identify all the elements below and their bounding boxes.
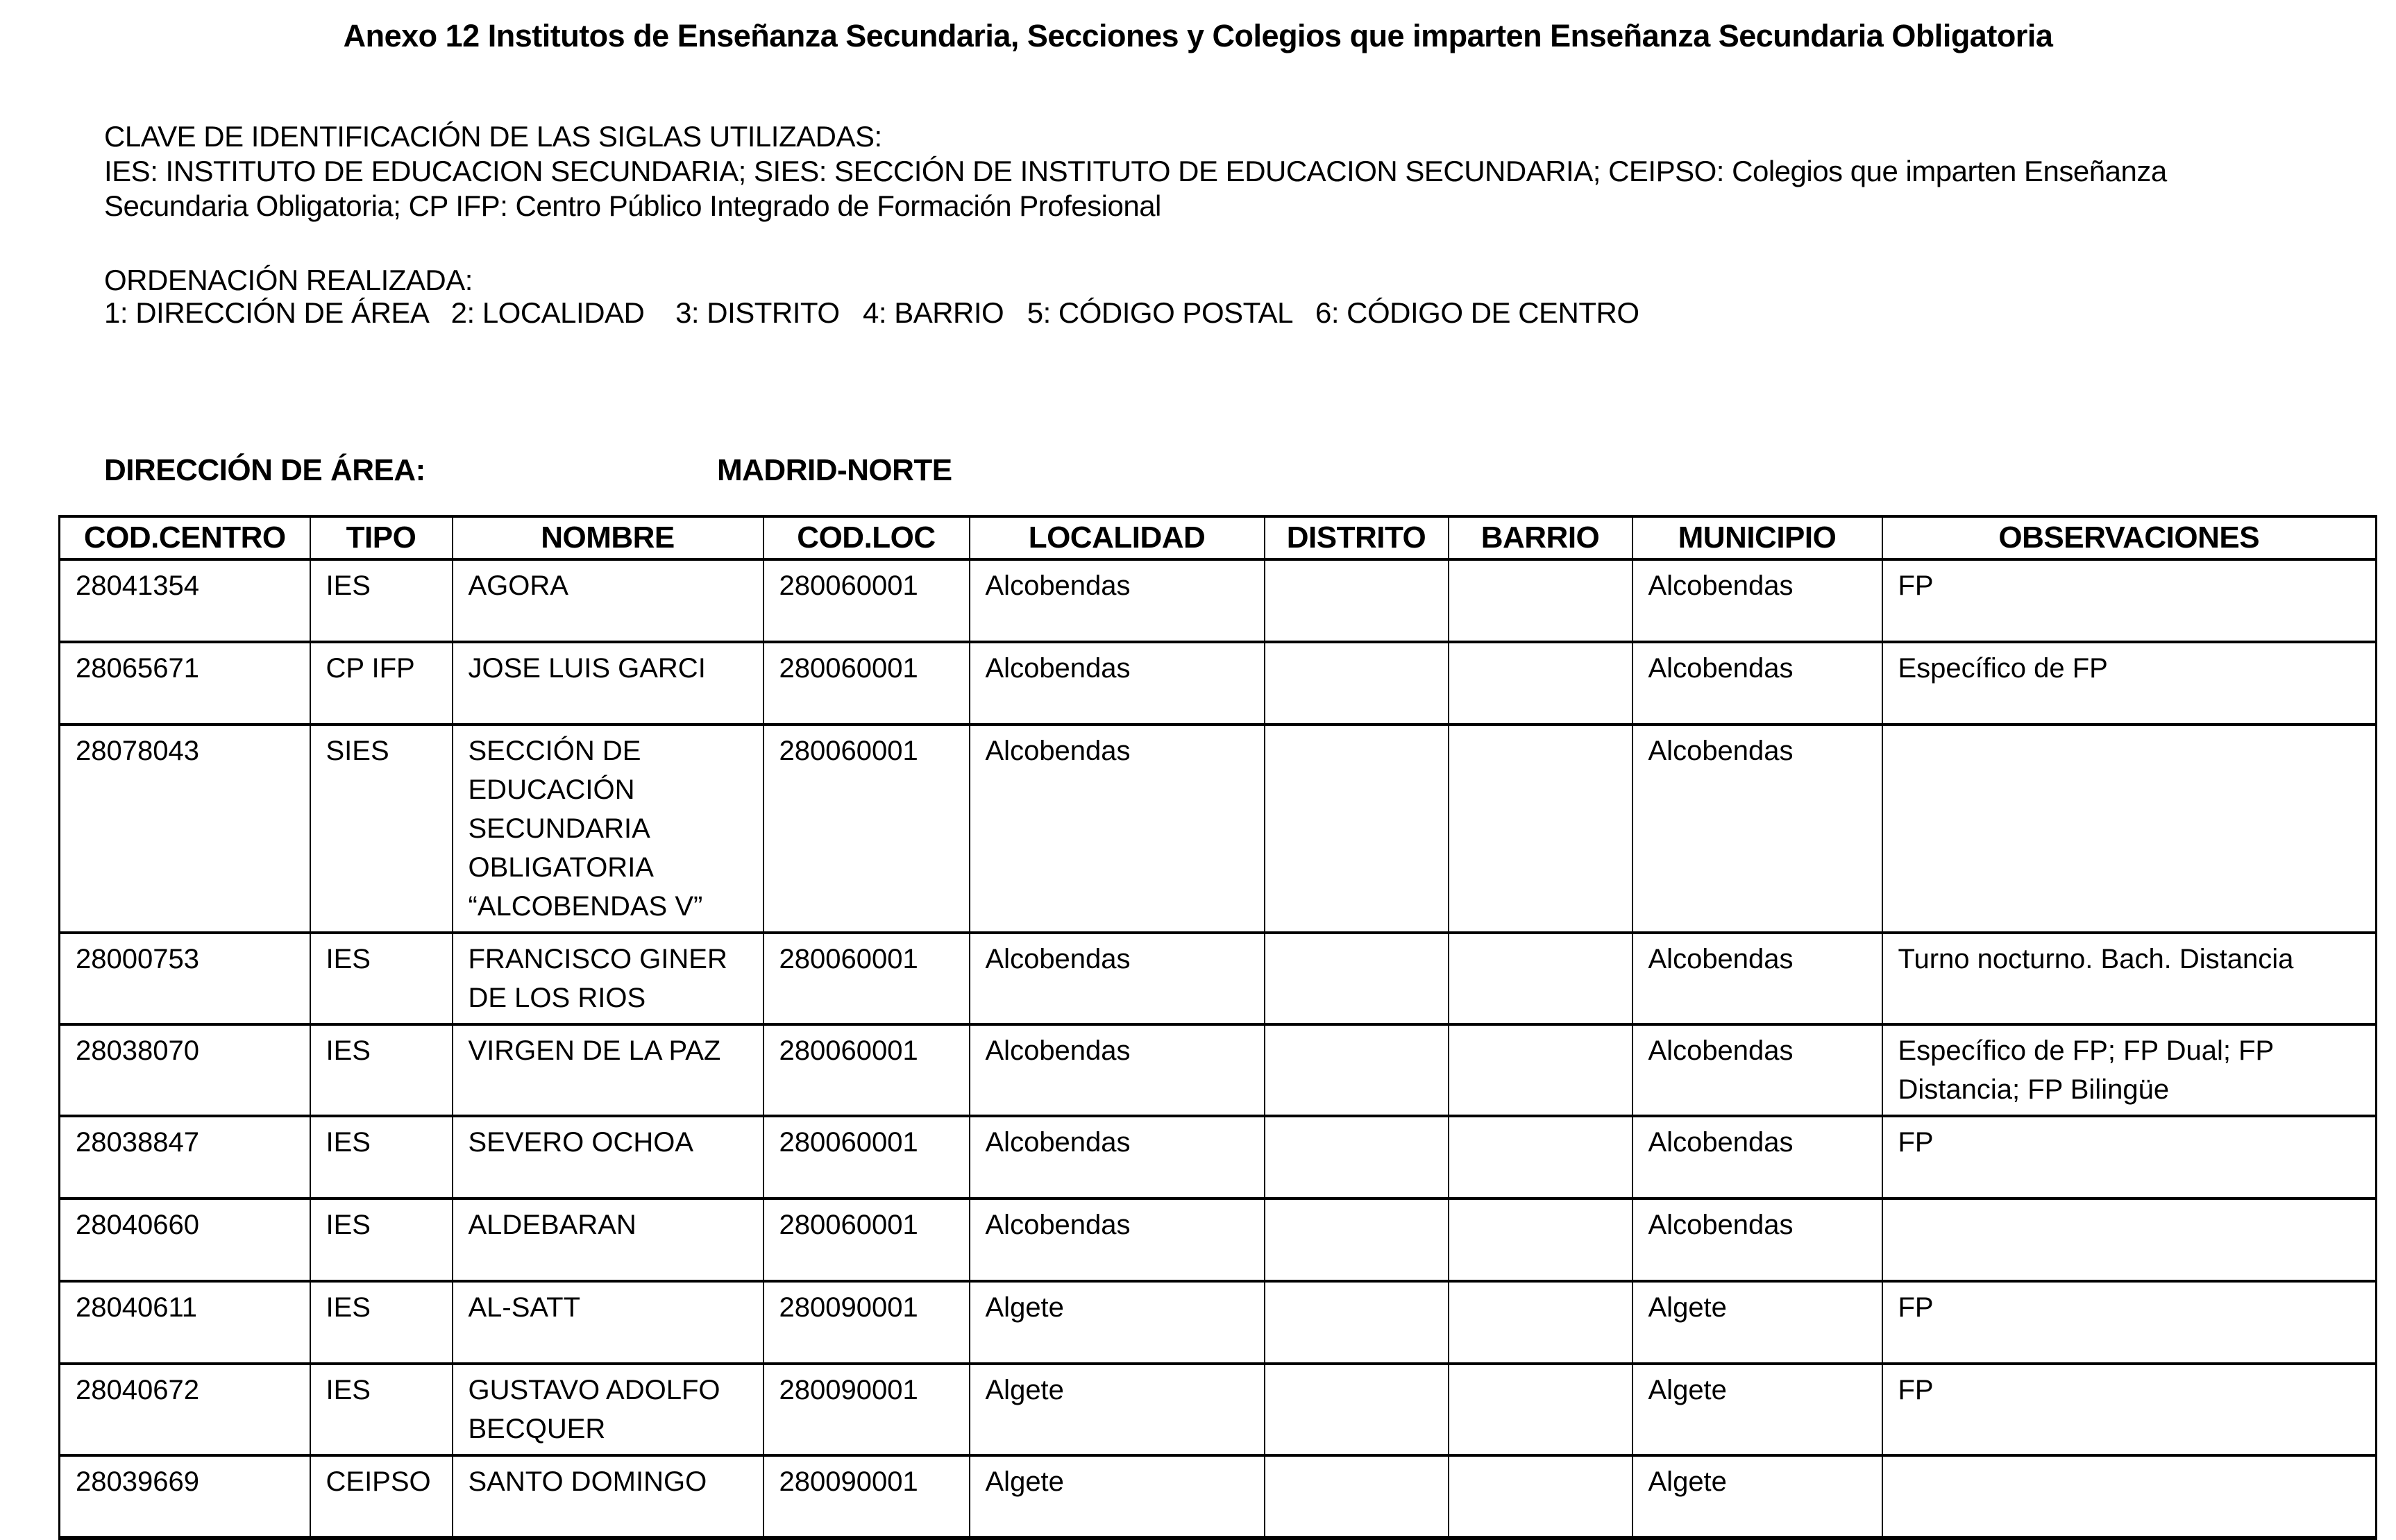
table-cell-municipio: Alcobendas [1633, 642, 1882, 725]
table-cell-cod-centro: 28040611 [60, 1281, 310, 1364]
document-page [0, 17, 2396, 1540]
table-cell-nombre: SEVERO OCHOA [453, 1116, 763, 1199]
table-cell-nombre: SECCIÓN DE EDUCACIÓN SECUNDARIA OBLIGATORIA “ALCOBENDAS V” [453, 725, 763, 933]
table-cell-distrito [1265, 1116, 1449, 1199]
area-label: DIRECCIÓN DE ÁREA: [104, 453, 425, 487]
table-cell-cod-loc: 280060001 [763, 559, 970, 642]
abbreviation-key-line-3: Secundaria Obligatoria; CP IFP: Centro Público Integrado de Formación Profesional [104, 189, 1161, 222]
table-cell-observaciones: FP [1882, 559, 2377, 642]
table-cell-barrio [1449, 933, 1633, 1024]
table-row [60, 725, 2377, 933]
column-header-tipo: TIPO [310, 516, 453, 559]
table-cell-distrito [1265, 933, 1449, 1024]
table-cell-tipo: IES [310, 1199, 453, 1281]
table-row [60, 933, 2377, 1024]
table-cell-barrio [1449, 725, 1633, 933]
table-cell-localidad: Algete [970, 1364, 1265, 1455]
table-cell-tipo: IES [310, 1364, 453, 1455]
table-cell-barrio [1449, 1024, 1633, 1116]
column-header-barrio: BARRIO [1449, 516, 1633, 559]
table-cell-localidad: Alcobendas [970, 933, 1265, 1024]
table-cell-distrito [1265, 559, 1449, 642]
area-value: MADRID-NORTE [717, 453, 952, 487]
column-header-localidad: LOCALIDAD [970, 516, 1265, 559]
table-cell-distrito [1265, 1364, 1449, 1455]
table-cell-barrio [1449, 1455, 1633, 1538]
table-row [60, 1116, 2377, 1199]
table-cell-observaciones: FP [1882, 1116, 2377, 1199]
table-cell-cod-centro: 28078043 [60, 725, 310, 933]
table-cell-municipio: Alcobendas [1633, 1199, 1882, 1281]
table-cell-localidad: Alcobendas [970, 1199, 1265, 1281]
table-cell-nombre: GUSTAVO ADOLFO BECQUER [453, 1364, 763, 1455]
table-cell-cod-centro: 28041354 [60, 559, 310, 642]
table-row [60, 1364, 2377, 1455]
table-cell-cod-loc: 280090001 [763, 1455, 970, 1538]
table-cell-nombre: ALDEBARAN [453, 1199, 763, 1281]
table-cell-localidad: Algete [970, 1281, 1265, 1364]
table-cell-observaciones [1882, 1455, 2377, 1538]
table-cell-barrio [1449, 1116, 1633, 1199]
table-cell-tipo: IES [310, 933, 453, 1024]
table-cell-distrito [1265, 642, 1449, 725]
table-cell-cod-loc: 280060001 [763, 725, 970, 933]
column-header-municipio: MUNICIPIO [1633, 516, 1882, 559]
schools-table [58, 515, 2377, 1540]
table-row [60, 1455, 2377, 1538]
table-cell-observaciones [1882, 725, 2377, 933]
table-cell-tipo: IES [310, 559, 453, 642]
table-cell-barrio [1449, 1364, 1633, 1455]
table-cell-tipo: IES [310, 1024, 453, 1116]
table-cell-barrio [1449, 1281, 1633, 1364]
table-cell-municipio: Algete [1633, 1455, 1882, 1538]
table-body [60, 559, 2377, 1538]
abbreviation-key [104, 119, 2396, 223]
area-heading [104, 452, 2396, 489]
table-cell-municipio: Alcobendas [1633, 559, 1882, 642]
column-header-cod-centro: COD.CENTRO [60, 516, 310, 559]
table-cell-tipo: IES [310, 1281, 453, 1364]
table-cell-tipo: IES [310, 1116, 453, 1199]
abbreviation-key-line-1: CLAVE DE IDENTIFICACIÓN DE LAS SIGLAS UTILIZADAS: [104, 120, 882, 153]
table-cell-localidad: Alcobendas [970, 725, 1265, 933]
table-cell-cod-centro: 28038847 [60, 1116, 310, 1199]
table-cell-observaciones: FP [1882, 1364, 2377, 1455]
table-cell-cod-loc: 280090001 [763, 1364, 970, 1455]
table-cell-tipo: CP IFP [310, 642, 453, 725]
table-cell-cod-loc: 280060001 [763, 642, 970, 725]
table-cell-nombre: AL-SATT [453, 1281, 763, 1364]
table-cell-distrito [1265, 1024, 1449, 1116]
table-cell-distrito [1265, 725, 1449, 933]
table-cell-distrito [1265, 1281, 1449, 1364]
table-cell-observaciones: Específico de FP; FP Dual; FP Distancia; FP Bilingüe [1882, 1024, 2377, 1116]
table-cell-nombre: VIRGEN DE LA PAZ [453, 1024, 763, 1116]
ordering-info-heading: ORDENACIÓN REALIZADA: [104, 264, 473, 296]
table-cell-localidad: Algete [970, 1455, 1265, 1538]
table-row [60, 1281, 2377, 1364]
table-cell-nombre: JOSE LUIS GARCI [453, 642, 763, 725]
table-cell-barrio [1449, 642, 1633, 725]
table-cell-cod-centro: 28040660 [60, 1199, 310, 1281]
table-cell-barrio [1449, 559, 1633, 642]
table-cell-distrito [1265, 1455, 1449, 1538]
table-cell-cod-centro: 28000753 [60, 933, 310, 1024]
table-cell-cod-centro: 28065671 [60, 642, 310, 725]
page-title: Anexo 12 Institutos de Enseñanza Secundaria, Secciones y Colegios que imparten Enseñanza Secundaria Obligatoria [343, 18, 2053, 53]
table-row [60, 559, 2377, 642]
table-cell-distrito [1265, 1199, 1449, 1281]
table-cell-cod-centro: 28039669 [60, 1455, 310, 1538]
table-cell-localidad: Alcobendas [970, 1024, 1265, 1116]
column-header-distrito: DISTRITO [1265, 516, 1449, 559]
table-row [60, 642, 2377, 725]
table-cell-cod-loc: 280060001 [763, 933, 970, 1024]
ordering-info-criteria: 1: DIRECCIÓN DE ÁREA 2: LOCALIDAD 3: DISTRITO 4: BARRIO 5: CÓDIGO POSTAL 6: CÓDIGO DE CENTRO [104, 296, 1639, 329]
table-row [60, 1024, 2377, 1116]
table-cell-cod-centro: 28040672 [60, 1364, 310, 1455]
table-cell-nombre: SANTO DOMINGO [453, 1455, 763, 1538]
table-cell-tipo: SIES [310, 725, 453, 933]
abbreviation-key-line-2: IES: INSTITUTO DE EDUCACION SECUNDARIA; SIES: SECCIÓN DE INSTITUTO DE EDUCACION SECUNDARIA; CEIPSO: Colegios que imparten Enseñanza [104, 155, 2167, 187]
column-header-observaciones: OBSERVACIONES [1882, 516, 2377, 559]
table-cell-nombre: AGORA [453, 559, 763, 642]
table-cell-municipio: Alcobendas [1633, 725, 1882, 933]
table-cell-observaciones: Turno nocturno. Bach. Distancia [1882, 933, 2377, 1024]
ordering-info [104, 264, 2396, 329]
table-cell-barrio [1449, 1199, 1633, 1281]
table-cell-municipio: Algete [1633, 1364, 1882, 1455]
table-cell-localidad: Alcobendas [970, 642, 1265, 725]
table-cell-observaciones: FP [1882, 1281, 2377, 1364]
table-cell-localidad: Alcobendas [970, 1116, 1265, 1199]
table-cell-observaciones: Específico de FP [1882, 642, 2377, 725]
table-cell-cod-loc: 280060001 [763, 1024, 970, 1116]
table-cell-cod-loc: 280090001 [763, 1281, 970, 1364]
table-cell-municipio: Alcobendas [1633, 933, 1882, 1024]
table-cell-municipio: Alcobendas [1633, 1024, 1882, 1116]
table-cell-cod-centro: 28038070 [60, 1024, 310, 1116]
column-header-cod-loc: COD.LOC [763, 516, 970, 559]
table-cell-cod-loc: 280060001 [763, 1199, 970, 1281]
column-header-nombre: NOMBRE [453, 516, 763, 559]
table-cell-observaciones [1882, 1199, 2377, 1281]
table-cell-cod-loc: 280060001 [763, 1116, 970, 1199]
table-cell-municipio: Alcobendas [1633, 1116, 1882, 1199]
table-cell-tipo: CEIPSO [310, 1455, 453, 1538]
table-cell-municipio: Algete [1633, 1281, 1882, 1364]
table-cell-nombre: FRANCISCO GINER DE LOS RIOS [453, 933, 763, 1024]
table-row [60, 1199, 2377, 1281]
table-cell-localidad: Alcobendas [970, 559, 1265, 642]
table-header-row [60, 516, 2377, 559]
